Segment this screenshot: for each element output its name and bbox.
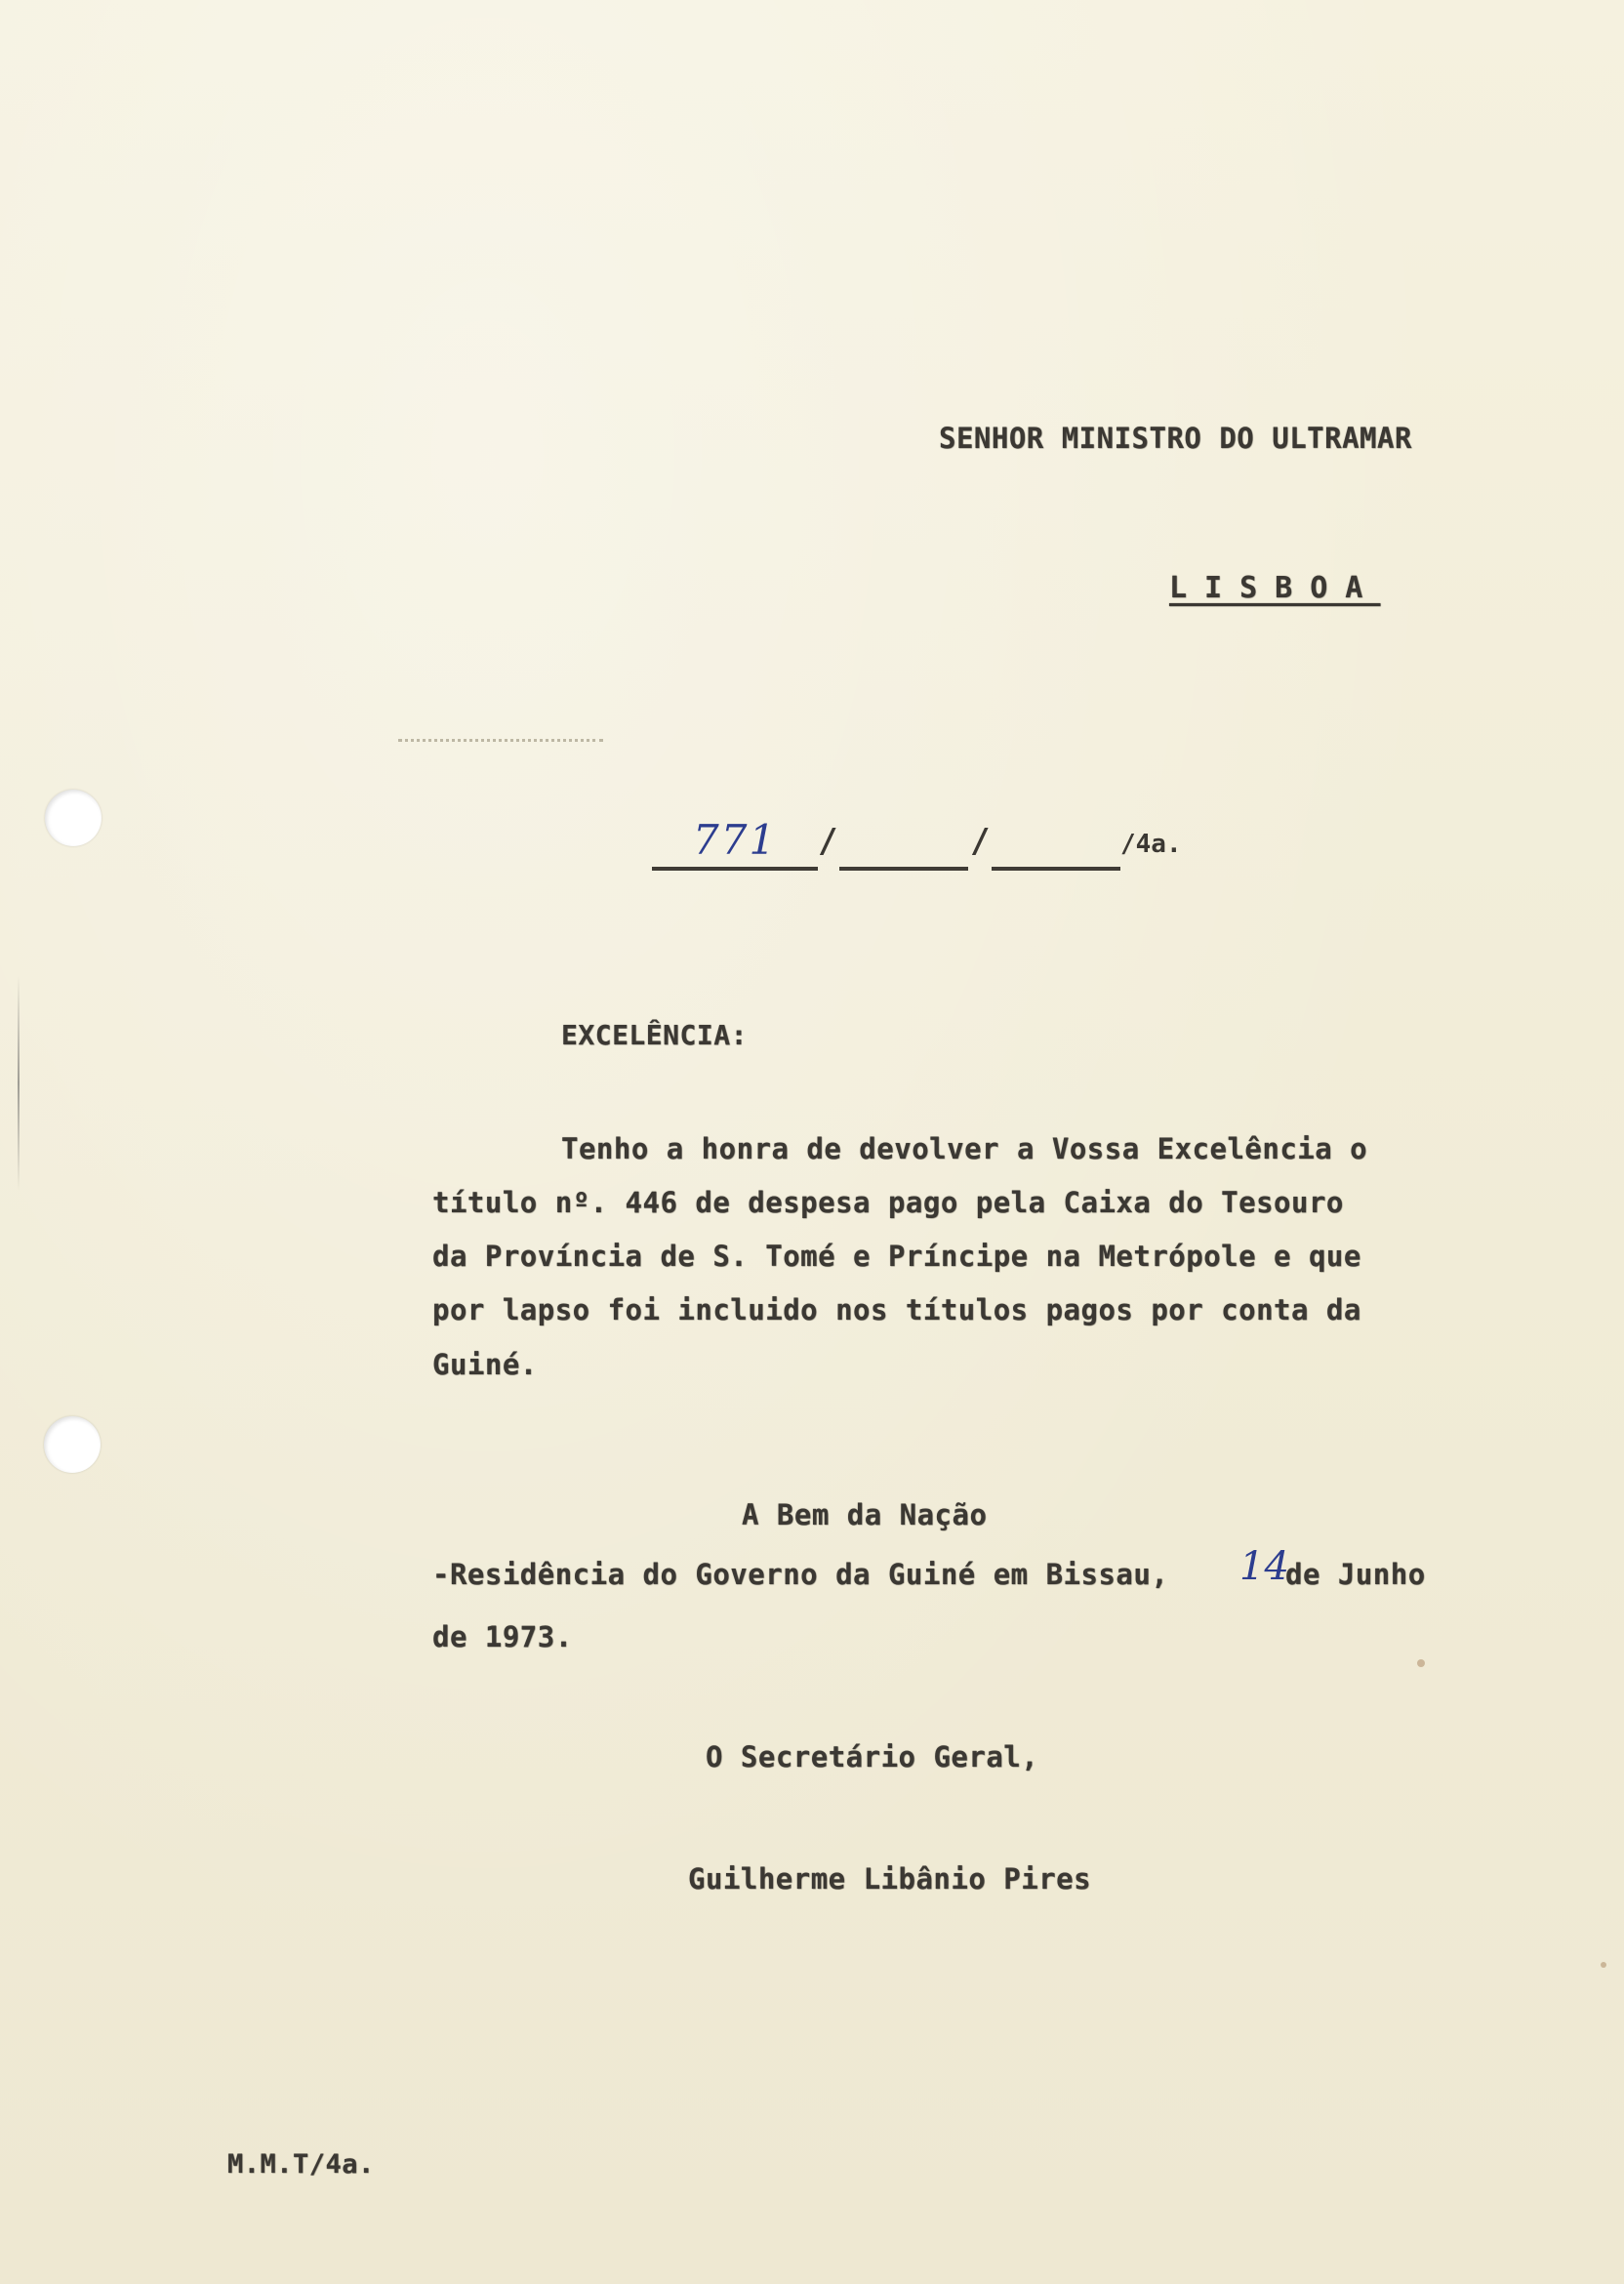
closing-formula: A Bem da Nação bbox=[742, 1498, 988, 1531]
dotted-separator bbox=[398, 739, 603, 742]
reference-number-line bbox=[652, 818, 1198, 877]
body-line: Tenho a honra de devolver a Vossa Excelência o bbox=[561, 1132, 1368, 1165]
slash-separator: / bbox=[818, 822, 838, 861]
reference-suffix: /4a. bbox=[1120, 830, 1182, 859]
body-line: por lapso foi incluido nos títulos pagos por conta da bbox=[432, 1293, 1361, 1326]
punch-hole-bottom bbox=[44, 1416, 101, 1473]
place-date-suffix: de Junho bbox=[1285, 1558, 1426, 1591]
signer-name: Guilherme Libânio Pires bbox=[688, 1862, 1092, 1896]
handwritten-reference-number: 771 bbox=[693, 816, 778, 864]
body-line: da Província de S. Tomé e Príncipe na Metrópole e que bbox=[432, 1240, 1361, 1273]
city-line: LISBOA bbox=[1169, 571, 1381, 605]
paper-speck bbox=[1417, 1659, 1425, 1667]
body-line: Guiné. bbox=[432, 1348, 538, 1381]
blank-underline bbox=[992, 867, 1120, 871]
addressee-line: SENHOR MINISTRO DO ULTRAMAR bbox=[939, 422, 1412, 455]
salutation: EXCELÊNCIA: bbox=[561, 1019, 748, 1051]
reference-code: M.M.T/4a. bbox=[227, 2149, 375, 2180]
place-date-prefix: -Residência do Governo da Guiné em Bissau, bbox=[432, 1558, 1169, 1591]
blank-underline bbox=[839, 867, 968, 871]
punch-hole-top bbox=[45, 790, 102, 846]
slash-separator: / bbox=[970, 822, 991, 861]
signer-title: O Secretário Geral, bbox=[706, 1740, 1039, 1774]
year-line: de 1973. bbox=[432, 1620, 573, 1653]
margin-pencil-mark bbox=[18, 976, 20, 1191]
blank-underline bbox=[652, 867, 818, 871]
paper-speck bbox=[1601, 1962, 1606, 1968]
body-line: título nº. 446 de despesa pago pela Caixa do Tesouro bbox=[432, 1186, 1344, 1219]
handwritten-day: 14 bbox=[1239, 1544, 1289, 1589]
